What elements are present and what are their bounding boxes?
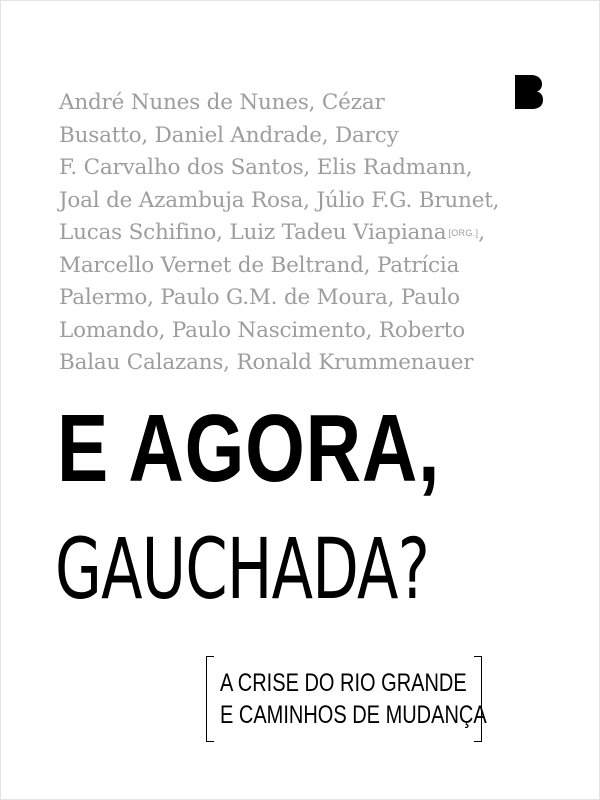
title-line-1: E AGORA, — [57, 395, 441, 502]
author-line: Marcello Vernet de Beltrand, Patrícia — [59, 252, 460, 278]
organizer-suffix: , — [478, 220, 485, 245]
author-line: Busatto, Daniel Andrade, Darcy — [59, 122, 399, 148]
title-line-2: GAUCHADA? — [55, 520, 430, 618]
subtitle — [220, 667, 487, 731]
subtitle-line-1: A CRISE DO RIO GRANDE — [220, 669, 467, 697]
organizer-tag: [ORG.] — [448, 228, 479, 238]
left-bracket — [206, 656, 214, 742]
author-line-organizer — [59, 217, 539, 250]
author-list — [59, 87, 539, 380]
author-line: Joal de Azambuja Rosa, Júlio F.G. Brunet, — [59, 187, 500, 213]
subtitle-line-2: E CAMINHOS DE MUDANÇA — [220, 701, 487, 729]
author-line: Balau Calazans, Ronald Krummenauer — [59, 350, 474, 375]
subtitle-box — [206, 656, 487, 742]
publisher-logo — [515, 75, 543, 109]
author-line: Palermo, Paulo G.M. de Moura, Paulo — [59, 285, 460, 310]
author-line: André Nunes de Nunes, Cézar — [59, 90, 385, 115]
author-line: Lucas Schifino, Luiz Tadeu Viapiana — [59, 220, 447, 245]
author-line: F. Carvalho dos Santos, Elis Radmann, — [59, 155, 473, 180]
author-line: Lomando, Paulo Nascimento, Roberto — [59, 317, 465, 343]
